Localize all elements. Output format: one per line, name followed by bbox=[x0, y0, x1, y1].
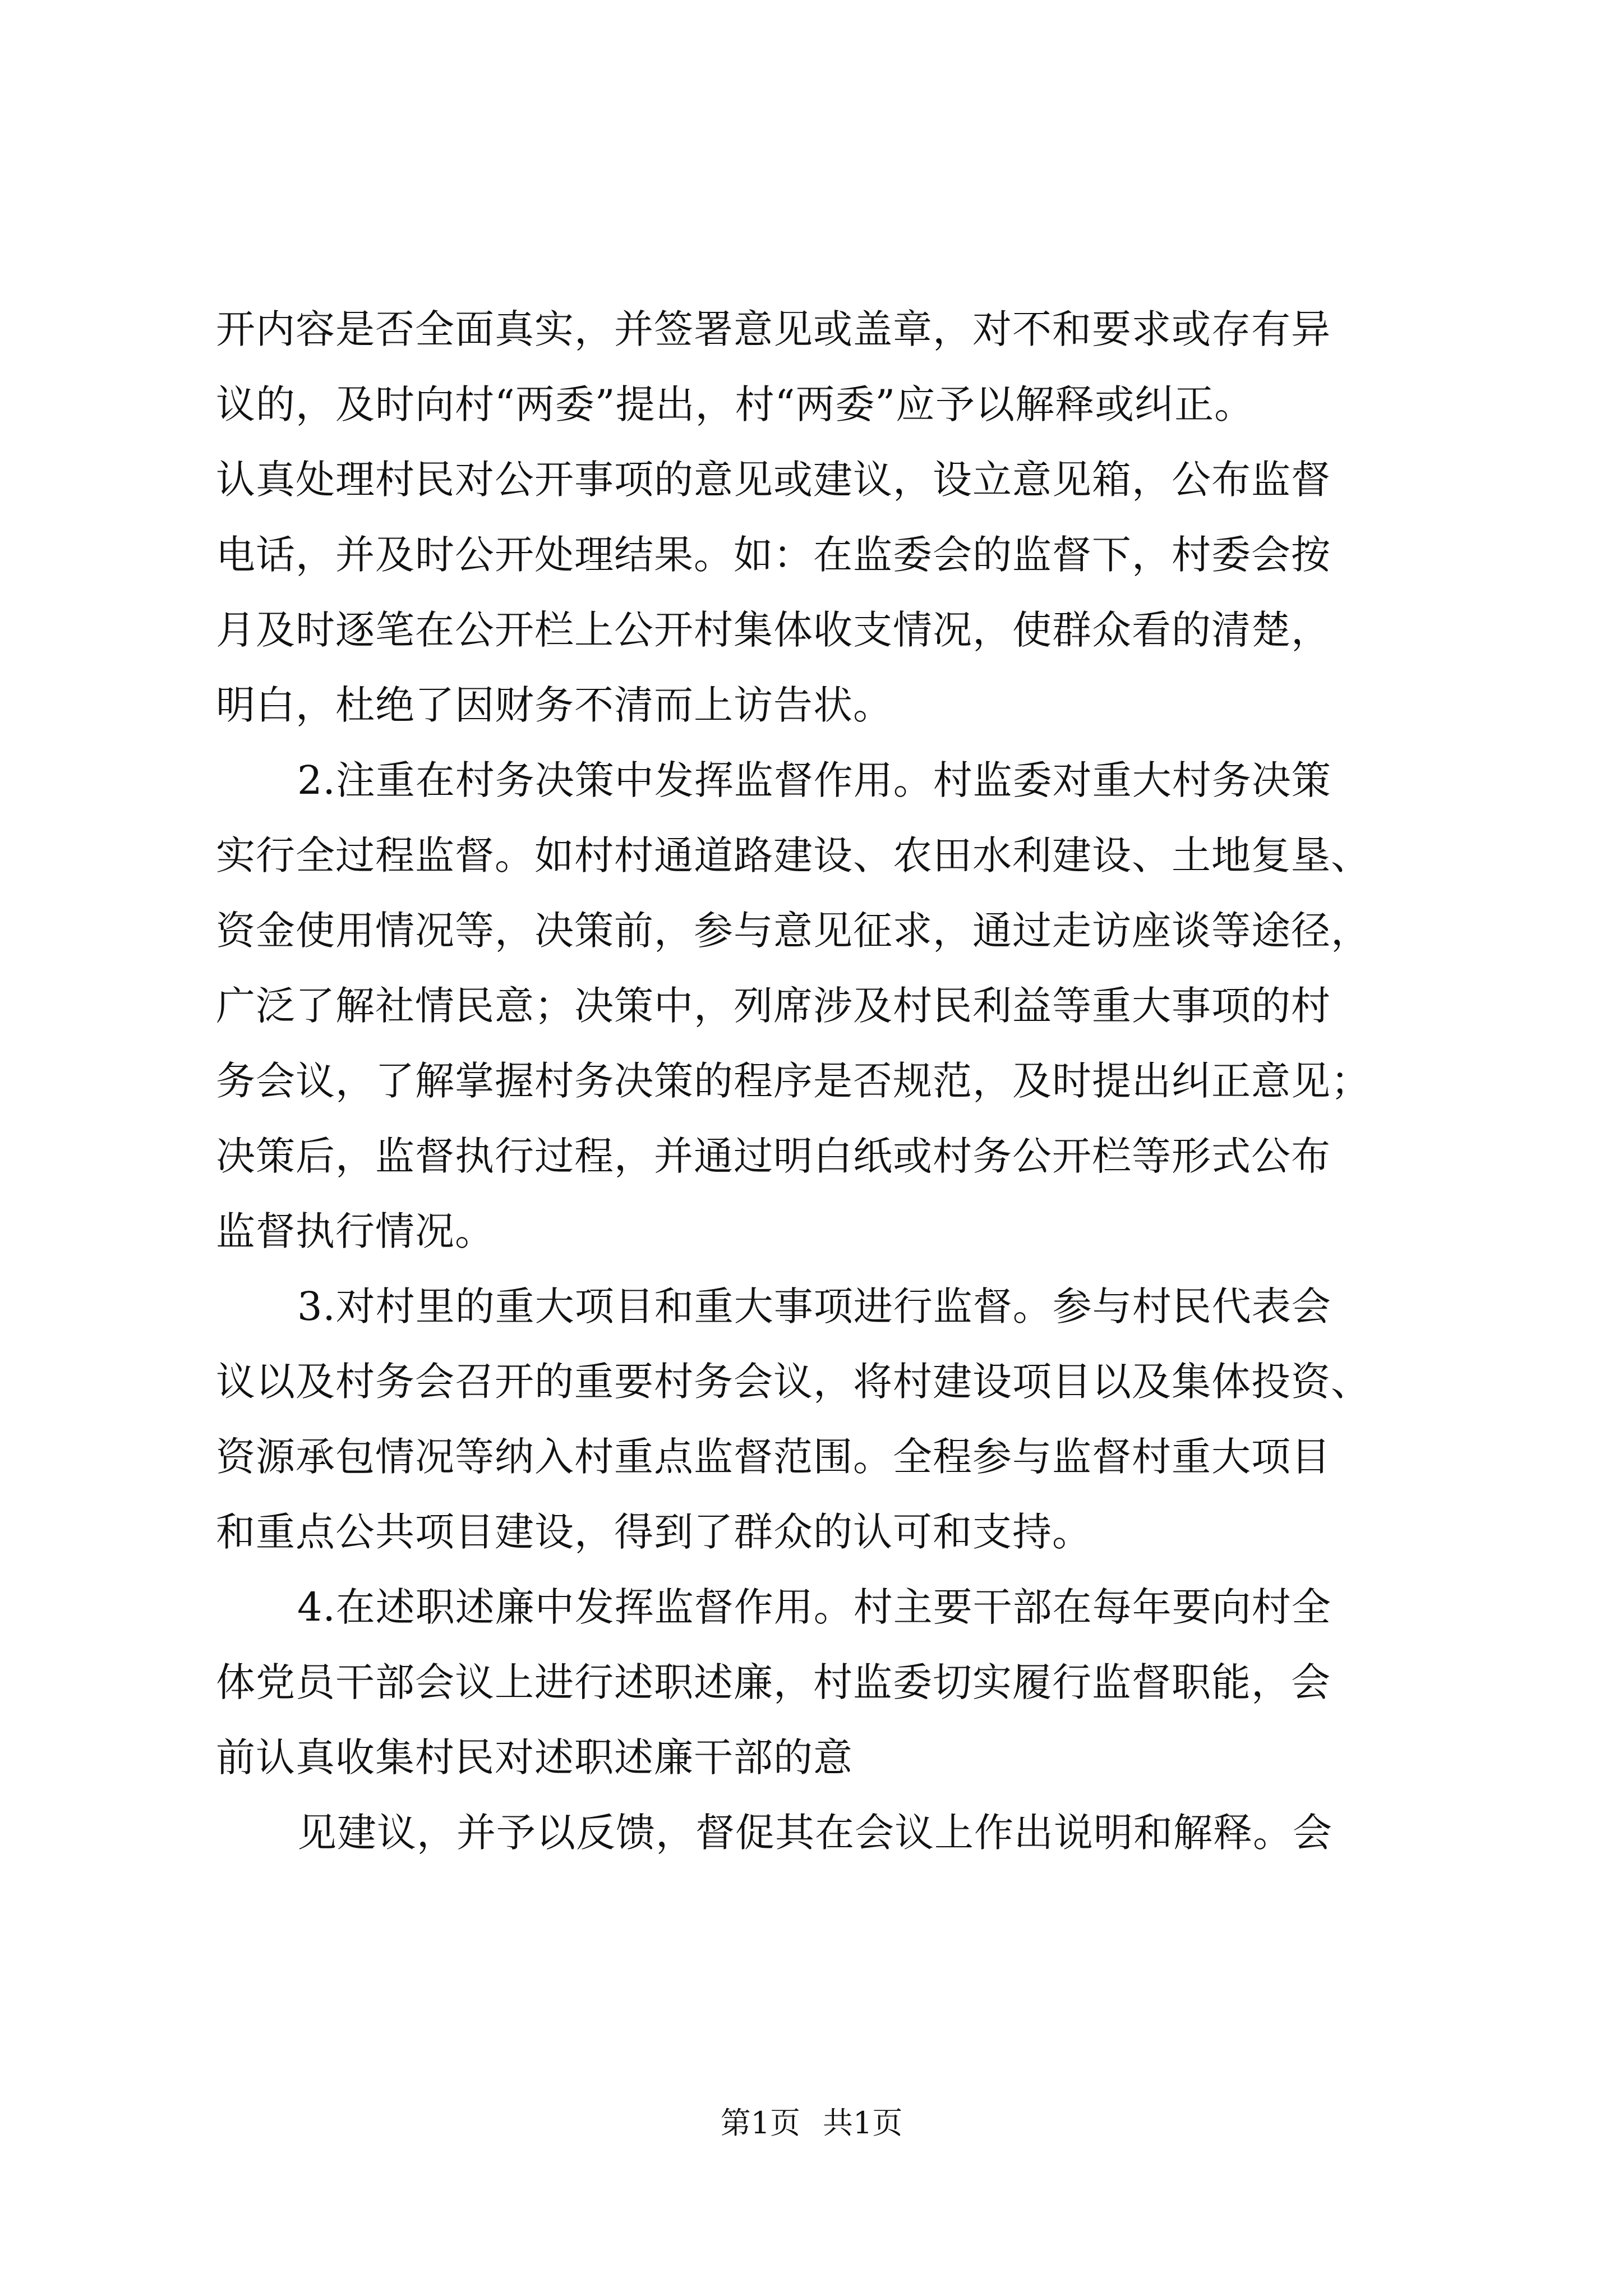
text-line: 议以及村务会召开的重要村务会议，将村建设项目以及集体投资、 bbox=[216, 1359, 1371, 1405]
text-line: 广泛了解社情民意；决策中，列席涉及村民利益等重大事项的村 bbox=[216, 983, 1331, 1029]
text-line: 实行全过程监督。如村村通道路建设、农田水利建设、土地复垦、 bbox=[216, 832, 1371, 878]
page-total: 共1页 bbox=[823, 2105, 903, 2141]
text-line: 资金使用情况等，决策前，参与意见征求，通过走访座谈等途径， bbox=[216, 908, 1371, 954]
page-footer bbox=[0, 2101, 1623, 2146]
text-line: 认真处理村民对公开事项的意见或建议，设立意见箱，公布监督 bbox=[216, 457, 1331, 503]
text-line: 开内容是否全面真实，并签署意见或盖章，对不和要求或存有异 bbox=[216, 306, 1331, 352]
paragraph-4 bbox=[216, 1570, 1413, 1795]
text-line: 见建议，并予以反馈，督促其在会议上作出说明和解释。会 bbox=[297, 1810, 1332, 1856]
document-body bbox=[216, 292, 1413, 1870]
page-number: 第1页 bbox=[720, 2105, 800, 2141]
paragraph-1 bbox=[216, 292, 1413, 743]
text-line: 前认真收集村民对述职述廉干部的意 bbox=[216, 1734, 853, 1780]
text-line: 资源承包情况等纳入村重点监督范围。全程参与监督村重大项目 bbox=[216, 1434, 1331, 1480]
text-line: 决策后，监督执行过程，并通过明白纸或村务公开栏等形式公布 bbox=[216, 1133, 1331, 1179]
text-line: 和重点公共项目建设，得到了群众的认可和支持。 bbox=[216, 1509, 1092, 1555]
text-line: 务会议，了解掌握村务决策的程序是否规范，及时提出纠正意见； bbox=[216, 1058, 1371, 1104]
text-line: 电话，并及时公开处理结果。如：在监委会的监督下，村委会按 bbox=[216, 532, 1331, 578]
paragraph-2 bbox=[216, 743, 1413, 1269]
text-line: 月及时逐笔在公开栏上公开村集体收支情况，使群众看的清楚， bbox=[216, 607, 1331, 653]
text-line: 议的，及时向村“两委”提出，村“两委”应予以解释或纠正。 bbox=[216, 381, 1255, 427]
text-line: 监督执行情况。 bbox=[216, 1208, 495, 1254]
text-line: 体党员干部会议上进行述职述廉，村监委切实履行监督职能，会 bbox=[216, 1659, 1331, 1705]
paragraph-3 bbox=[216, 1269, 1413, 1570]
text-line: 2.注重在村务决策中发挥监督作用。村监委对重大村务决策 bbox=[297, 757, 1331, 803]
text-line: 4.在述职述廉中发挥监督作用。村主要干部在每年要向村全 bbox=[297, 1584, 1331, 1630]
paragraph-5 bbox=[216, 1795, 1413, 1870]
text-line: 3.对村里的重大项目和重大事项进行监督。参与村民代表会 bbox=[297, 1283, 1331, 1329]
text-line: 明白，杜绝了因财务不清而上访告状。 bbox=[216, 682, 893, 728]
